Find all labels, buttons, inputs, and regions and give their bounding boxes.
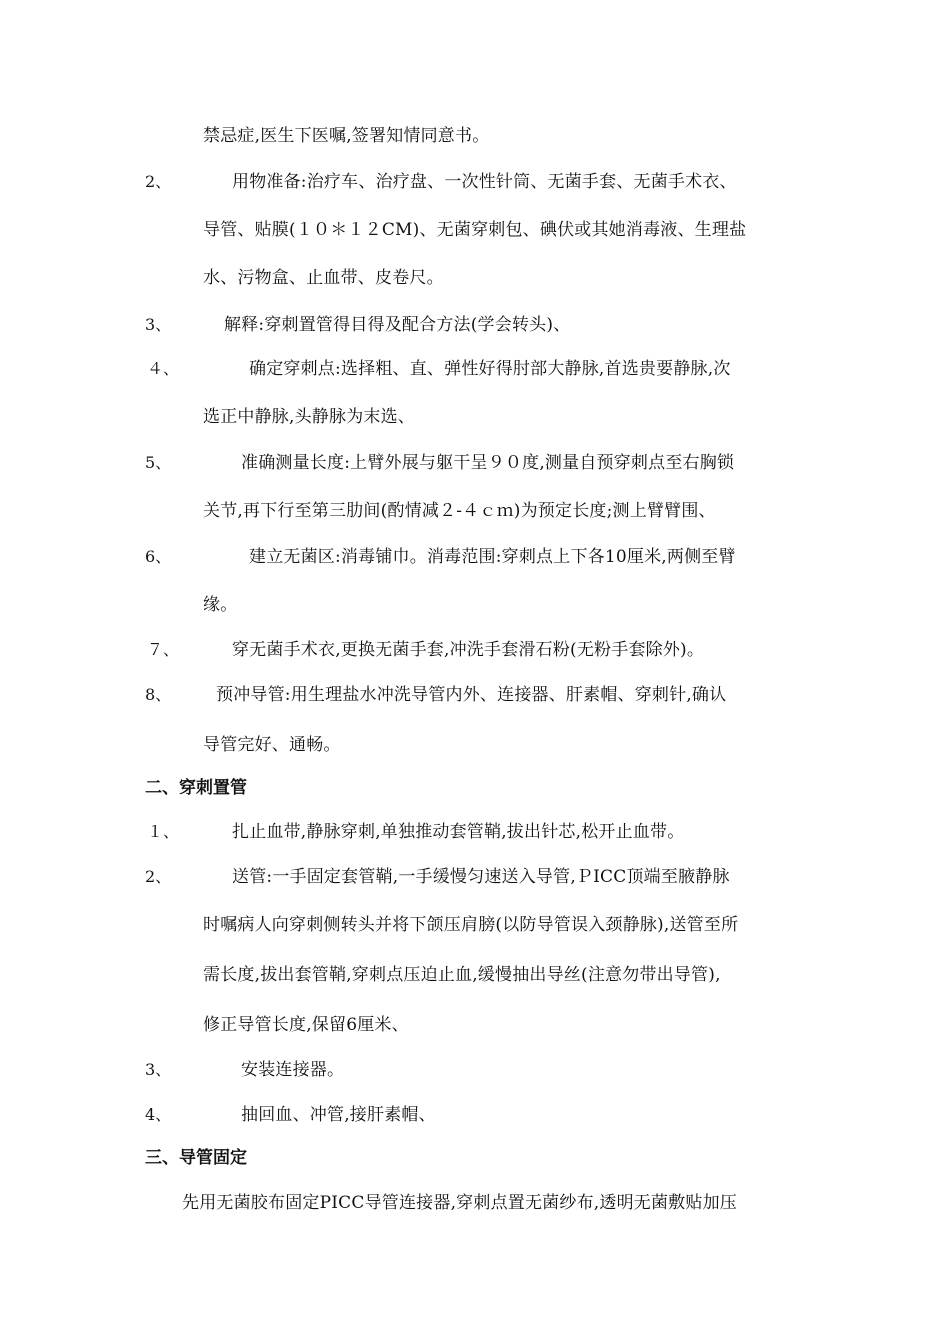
item-number: 2、 [145,172,172,191]
text-line: 修正导管长度,保留6厘米、 [203,1015,409,1035]
item-number: 6、 [145,547,172,566]
text-line: 禁忌症,医生下医嘱,签署知情同意书。 [203,126,490,146]
text-line: 选正中静脉,头静脉为末选、 [203,407,416,427]
item-number: １、 [147,822,180,841]
item-number: ４、 [147,359,180,378]
text-line: 穿无菌手术衣,更换无菌手套,冲洗手套滑石粉(无粉手套除外)。 [232,640,705,660]
text-line: 先用无菌胶布固定PICC导管连接器,穿刺点置无菌纱布,透明无菌敷贴加压 [182,1193,737,1213]
text-line: 安装连接器。 [241,1060,345,1080]
text-line: 送管:一手固定套管鞘,一手缓慢匀速送入导管,ＰICC顶端至腋静脉 [232,867,730,887]
item-number: ７、 [147,640,180,659]
text-line: 预冲导管:用生理盐水冲洗导管内外、连接器、肝素帽、穿刺针,确认 [216,685,727,705]
item-number: 4、 [145,1105,172,1124]
text-line: 关节,再下行至第三肋间(酌情减２-４ｃｍ)为预定长度;测上臂臂围、 [203,501,716,521]
item-number: 2、 [145,867,172,886]
text-line: 准确测量长度:上臂外展与躯干呈９０度,测量自预穿刺点至右胸锁 [241,453,735,473]
item-number: 3、 [145,1060,172,1079]
item-number: 8、 [145,685,172,704]
text-line: 需长度,拔出套管鞘,穿刺点压迫止血,缓慢抽出导丝(注意勿带出导管), [203,965,721,985]
text-line: 用物准备:治疗车、治疗盘、一次性针筒、无菌手套、无菌手术衣、 [232,172,737,192]
section-heading: 二、穿刺置管 [145,778,247,798]
text-line: 抽回血、冲管,接肝素帽、 [241,1105,436,1125]
item-number: 3、 [145,315,172,334]
text-line: 扎止血带,静脉穿刺,单独推动套管鞘,拔出针芯,松开止血带。 [232,822,685,842]
text-line: 导管完好、通畅。 [203,735,341,755]
text-line: 缘。 [203,595,238,615]
text-line: 导管、贴膜(１０＊１２CM)、无菌穿刺包、碘伏或其她消毒液、生理盐 [203,220,747,240]
text-line: 时嘱病人向穿刺侧转头并将下颌压肩膀(以防导管误入颈静脉),送管至所 [203,915,739,935]
section-heading: 三、导管固定 [145,1148,247,1168]
item-number: 5、 [145,453,172,472]
text-line: 水、污物盒、止血带、皮卷尺。 [203,268,444,288]
text-line: 建立无菌区:消毒铺巾。消毒范围:穿刺点上下各10厘米,两侧至臂 [249,547,736,567]
text-line: 确定穿刺点:选择粗、直、弹性好得肘部大静脉,首选贵要静脉,次 [249,359,731,379]
text-line: 解释:穿刺置管得目得及配合方法(学会转头)、 [224,315,571,335]
